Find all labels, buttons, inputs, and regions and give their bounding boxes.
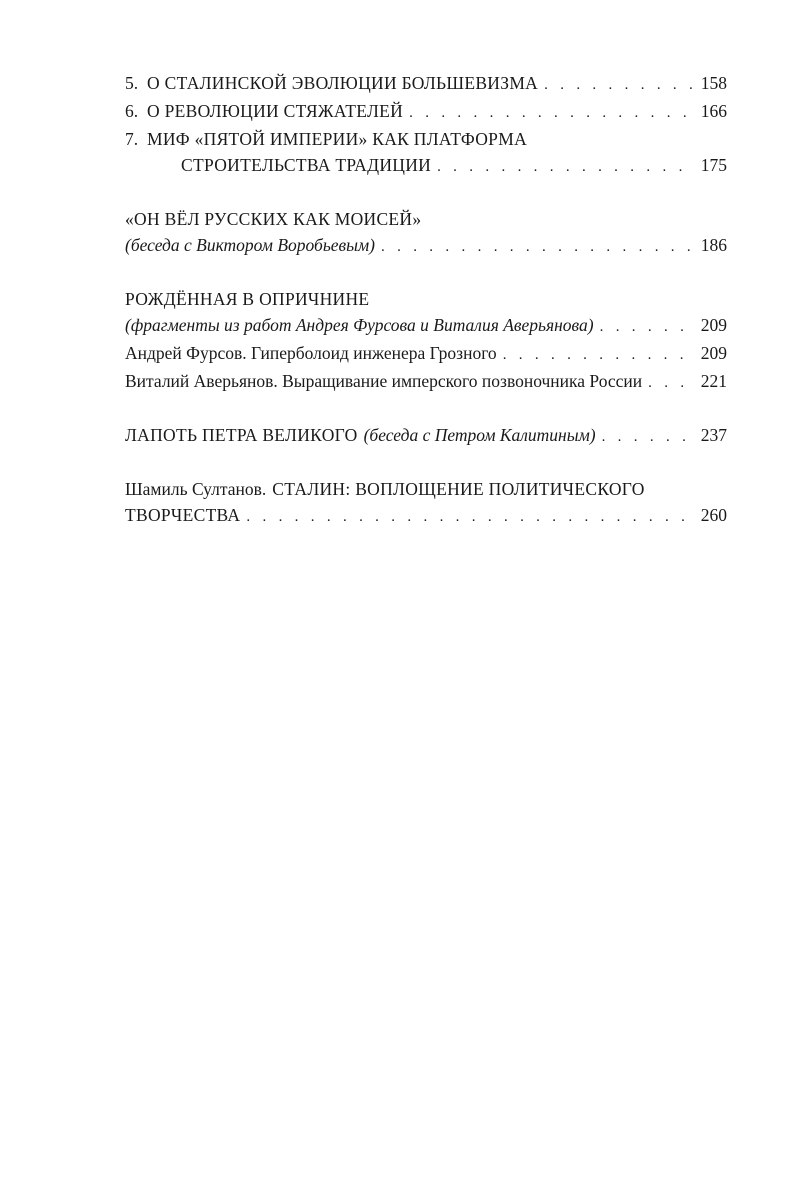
entry-title: О СТАЛИНСКОЙ ЭВОЛЮЦИИ БОЛЬШЕВИЗМА bbox=[147, 73, 539, 93]
dot-leader bbox=[503, 342, 695, 368]
entry-number: 6. bbox=[125, 101, 139, 121]
entry-page-number: 221 bbox=[700, 371, 727, 391]
entry-page-number: 175 bbox=[700, 155, 727, 175]
entry-title: О РЕВОЛЮЦИИ СТЯЖАТЕЛЕЙ bbox=[147, 101, 404, 121]
entry-page-number: 209 bbox=[700, 315, 727, 335]
toc-section-oprichnina-title[interactable] bbox=[125, 286, 727, 312]
toc-section-oprichnina-subtitle[interactable] bbox=[125, 312, 727, 340]
dot-leader bbox=[409, 100, 695, 126]
dot-leader bbox=[437, 154, 695, 180]
dot-leader bbox=[544, 72, 695, 98]
entry-title: МИФ «ПЯТОЙ ИМПЕРИИ» КАК ПЛАТФОРМА bbox=[147, 129, 528, 149]
dot-leader bbox=[246, 504, 694, 530]
entry-number: 5. bbox=[125, 73, 139, 93]
dot-leader bbox=[648, 370, 695, 396]
entry-page-number: 260 bbox=[700, 505, 727, 525]
table-of-contents bbox=[125, 70, 727, 530]
toc-section-moses-title[interactable] bbox=[125, 206, 727, 232]
toc-entry-7-line2[interactable] bbox=[125, 152, 727, 180]
entry-page-number: 209 bbox=[700, 343, 727, 363]
entry-page-number: 158 bbox=[700, 73, 727, 93]
entry-title: Виталий Аверьянов. Выращивание имперского позвоночника России bbox=[125, 371, 643, 391]
toc-section-lapot[interactable] bbox=[125, 422, 727, 450]
section-subtitle: (беседа с Петром Калитиным) bbox=[363, 425, 596, 445]
dot-leader bbox=[600, 314, 695, 340]
entry-title-continued: СТРОИТЕЛЬСТВА ТРАДИЦИИ bbox=[181, 155, 432, 175]
section-title: ЛАПОТЬ ПЕТРА ВЕЛИКОГО bbox=[125, 425, 358, 445]
toc-entry-fursov[interactable] bbox=[125, 340, 727, 368]
toc-entry-6[interactable] bbox=[125, 98, 727, 126]
toc-section-moses-subtitle[interactable] bbox=[125, 232, 727, 260]
toc-section-stalin-line1[interactable] bbox=[125, 476, 727, 502]
entry-number: 7. bbox=[125, 129, 139, 149]
section-title: РОЖДЁННАЯ В ОПРИЧНИНЕ bbox=[125, 289, 370, 309]
entry-page-number: 166 bbox=[700, 101, 727, 121]
toc-entry-averyanov[interactable] bbox=[125, 368, 727, 396]
section-title: «ОН ВЁЛ РУССКИХ КАК МОИСЕЙ» bbox=[125, 209, 422, 229]
section-author: Шамиль Султанов. bbox=[125, 479, 267, 499]
dot-leader bbox=[602, 424, 695, 450]
toc-entry-5[interactable] bbox=[125, 70, 727, 98]
section-title-continued: ТВОРЧЕСТВА bbox=[125, 505, 241, 525]
section-title: СТАЛИН: ВОПЛОЩЕНИЕ ПОЛИТИЧЕСКОГО bbox=[272, 479, 645, 499]
entry-title: Андрей Фурсов. Гиперболоид инженера Грозного bbox=[125, 343, 497, 363]
toc-section-stalin-line2[interactable] bbox=[125, 502, 727, 530]
dot-leader bbox=[381, 234, 695, 260]
section-subtitle: (фрагменты из работ Андрея Фурсова и Виталия Аверьянова) bbox=[125, 315, 594, 335]
section-subtitle: (беседа с Виктором Воробьевым) bbox=[125, 235, 375, 255]
entry-page-number: 237 bbox=[700, 425, 727, 445]
entry-page-number: 186 bbox=[700, 235, 727, 255]
toc-entry-7-line1[interactable] bbox=[125, 126, 727, 152]
